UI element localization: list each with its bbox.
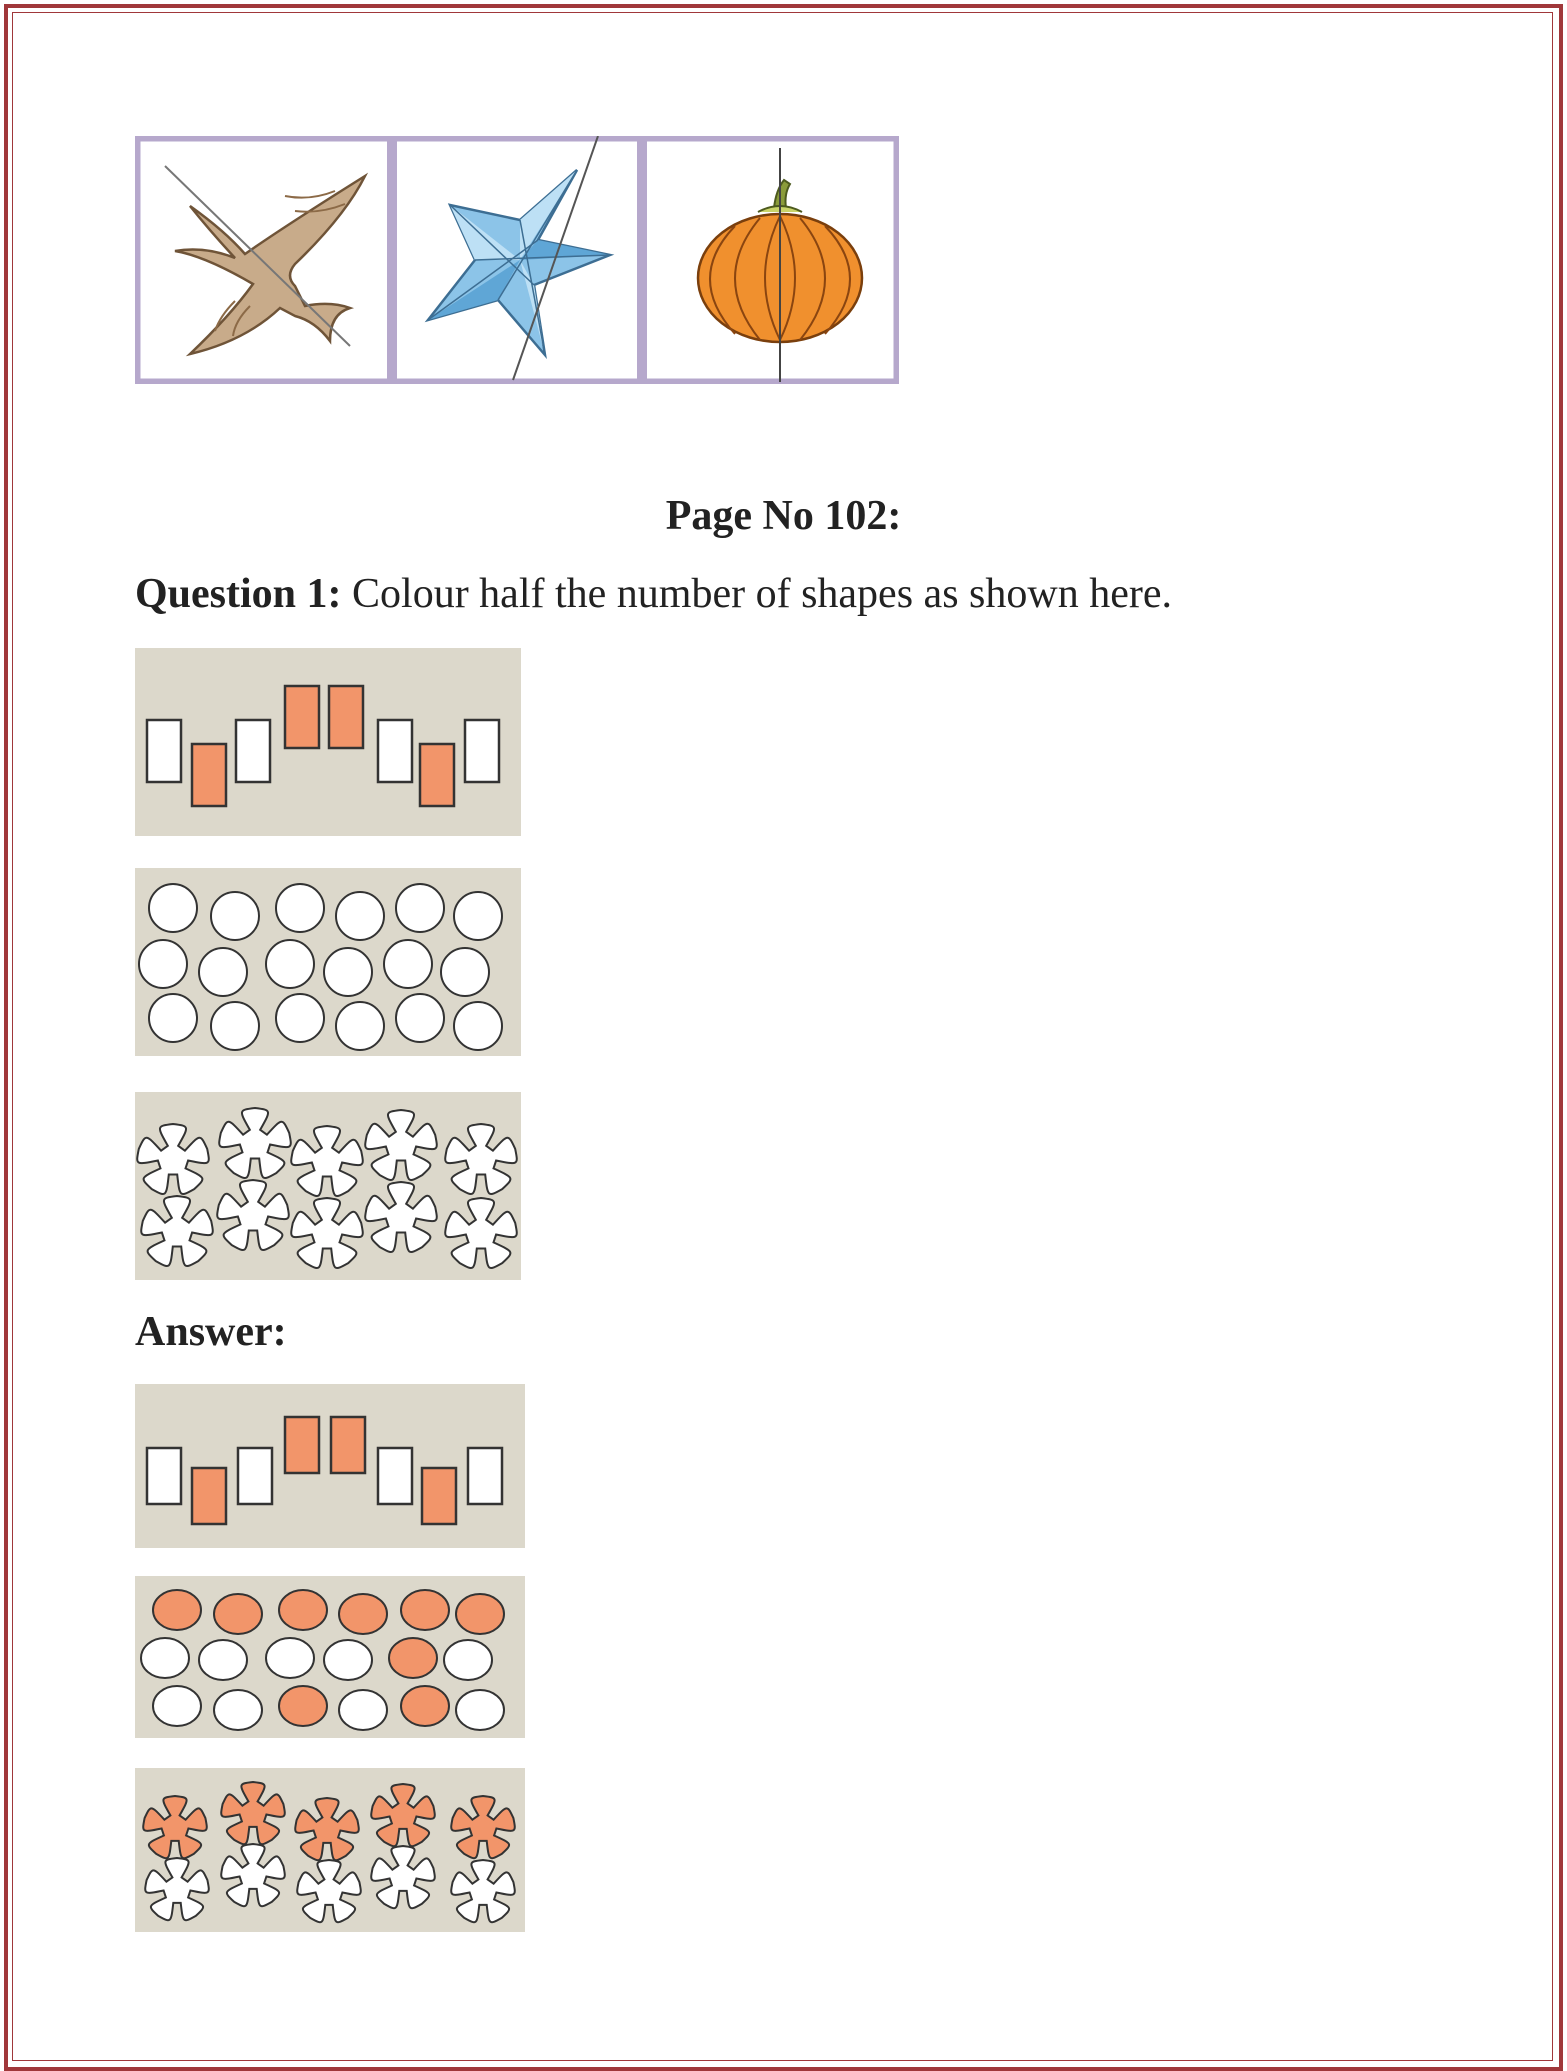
question-1	[135, 570, 1172, 618]
circle-shape	[266, 940, 314, 988]
answer-label: Answer:	[135, 1309, 287, 1355]
rectangle-shape	[468, 1448, 502, 1504]
rectangle-shape	[465, 720, 499, 782]
question-label: Question 1:	[135, 571, 342, 617]
circle-shape	[153, 1590, 201, 1630]
circle-shape	[339, 1690, 387, 1730]
circle-shape	[149, 884, 197, 932]
circle-shape	[389, 1638, 437, 1678]
rectangle-shape	[236, 720, 270, 782]
circle-shape	[279, 1686, 327, 1726]
symmetry-figure-strip	[135, 136, 899, 384]
symmetry-figures	[135, 136, 899, 384]
answer-circles-panel	[135, 1576, 525, 1738]
page-heading: Page No 102:	[665, 493, 902, 539]
circle-shape	[214, 1690, 262, 1730]
circle-shape	[396, 884, 444, 932]
figure-divider	[637, 140, 647, 380]
circle-shape	[324, 948, 372, 996]
circle-shape	[444, 1640, 492, 1680]
rectangle-shape	[285, 686, 319, 748]
circle-shape	[153, 1686, 201, 1726]
circle-shape	[199, 948, 247, 996]
rectangle-shape	[192, 1468, 226, 1524]
circle-shape	[441, 948, 489, 996]
circle-shape	[384, 940, 432, 988]
answer-rectangles-panel	[135, 1384, 525, 1548]
circle-shape	[401, 1590, 449, 1630]
circle-shape	[266, 1638, 314, 1678]
circle-shape	[324, 1640, 372, 1680]
circle-shape	[139, 940, 187, 988]
circle-shape	[456, 1690, 504, 1730]
rectangle-shape	[147, 720, 181, 782]
circle-shape	[336, 892, 384, 940]
rectangle-shape	[192, 744, 226, 806]
circle-shape	[211, 892, 259, 940]
circle-shape	[214, 1594, 262, 1634]
circle-shape	[401, 1686, 449, 1726]
question-flowers-panel	[135, 1092, 521, 1280]
question-text: Colour half the number of shapes as shown here.	[352, 571, 1172, 617]
answer-flowers-panel	[135, 1768, 525, 1932]
circle-shape	[279, 1590, 327, 1630]
rectangle-shape	[285, 1417, 319, 1473]
rectangle-shape	[420, 744, 454, 806]
circle-shape	[456, 1594, 504, 1634]
rectangle-shape	[378, 720, 412, 782]
circle-shape	[211, 1002, 259, 1050]
circle-shape	[199, 1640, 247, 1680]
rectangle-shape	[238, 1448, 272, 1504]
circle-shape	[276, 994, 324, 1042]
rectangle-shape	[378, 1448, 412, 1504]
circle-shape	[396, 994, 444, 1042]
figure-divider	[387, 140, 397, 380]
circle-shape	[276, 884, 324, 932]
rectangle-shape	[329, 686, 363, 748]
circle-shape	[336, 1002, 384, 1050]
circle-shape	[454, 892, 502, 940]
circle-shape	[141, 1638, 189, 1678]
circle-shape	[454, 1002, 502, 1050]
rectangle-shape	[147, 1448, 181, 1504]
rectangle-shape	[422, 1468, 456, 1524]
circle-shape	[339, 1594, 387, 1634]
question-circles-panel	[135, 868, 521, 1056]
question-rectangles-panel	[135, 648, 521, 836]
circle-shape	[149, 994, 197, 1042]
rectangle-shape	[331, 1417, 365, 1473]
